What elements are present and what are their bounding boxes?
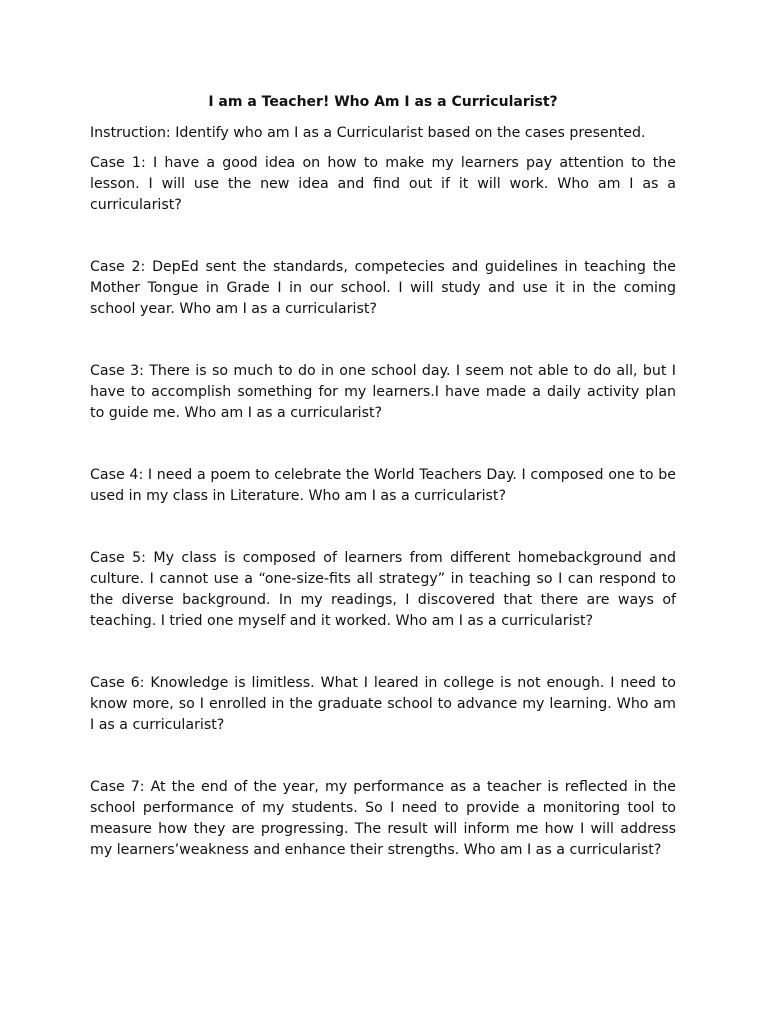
case-7-text: Case 7: At the end of the year, my performance as a teacher is reflected in the school performance of my students. So I need to provide a monitoring tool to measure how they are progressing. The result will inform me how I will address my learners’weakness and enhance their strengths. Who am I as a curricularist? <box>90 779 676 858</box>
case-5-text: Case 5: My class is composed of learners from different homebackground and culture. I cannot use a “one-size-fits all strategy” in teaching so I can respond to the diverse background. In my readings, I discovered that there are ways of teaching. I tried one myself and it worked. Who am I as a curricularist? <box>90 550 676 629</box>
document-page <box>90 92 676 902</box>
case-2-text: Case 2: DepEd sent the standards, competecies and guidelines in teaching the Mother Tongue in Grade I in our school. I will study and use it in the coming school year. Who am I as a curricularist? <box>90 259 676 317</box>
case-4-text: Case 4: I need a poem to celebrate the World Teachers Day. I composed one to be used in my class in Literature. Who am I as a curricularist? <box>90 467 676 504</box>
case-1-text: Case 1: I have a good idea on how to make my learners pay attention to the lesson. I will use the new idea and find out if it will work. Who am I as a curricularist? <box>90 155 676 213</box>
case-6-text: Case 6: Knowledge is limitless. What I leared in college is not enough. I need to know more, so I enrolled in the graduate school to advance my learning. Who am I as a curricularist? <box>90 675 676 733</box>
instruction-text: Instruction: Identify who am I as a Curricularist based on the cases presented. <box>90 125 646 141</box>
case-3-text: Case 3: There is so much to do in one school day. I seem not able to do all, but I have to accomplish something for my learners.I have made a daily activity plan to guide me. Who am I as a curricularist? <box>90 363 676 421</box>
document-title: I am a Teacher! Who Am I as a Curricularist? <box>208 94 558 110</box>
